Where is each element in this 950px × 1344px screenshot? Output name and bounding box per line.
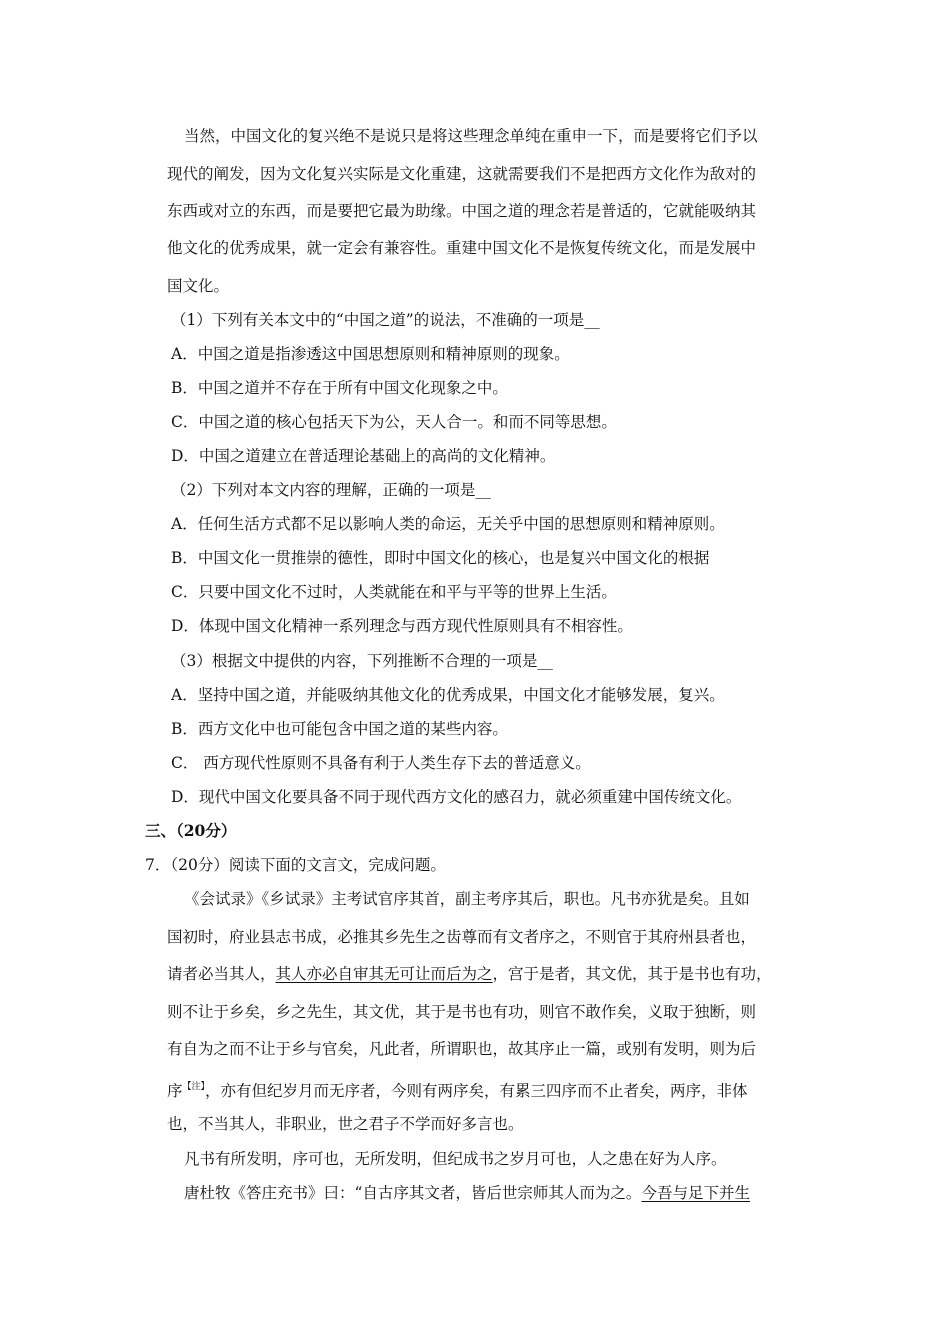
passage-line: 国文化。 xyxy=(167,277,230,295)
question-2-option-b: B．中国文化一贯推崇的德性，即时中国文化的核心，也是复兴中国文化的根据 xyxy=(171,549,710,567)
classical-line: 也，不当其人，非职业，世之君子不学而好多言也。 xyxy=(167,1115,524,1133)
classical-text: 请者必当其人， xyxy=(167,965,276,983)
underlined-sentence: 今吾与足下并生 xyxy=(641,1184,750,1202)
classical-text: ，亦有但纪岁月而无序者，今则有两序矣，有累三四序而不止者矣，两序，非体 xyxy=(205,1082,748,1100)
passage-line: 东西或对立的东西，而是要把它最为助缘。中国之道的理念若是普适的，它就能吸纳其 xyxy=(167,202,757,220)
classical-line: 国初时，府业县志书成，必推其乡先生之齿尊而有文者序之，不则官于其府州县者也， xyxy=(167,928,757,946)
question-1-option-d: D．中国之道建立在普适理论基础上的高尚的文化精神。 xyxy=(171,447,556,465)
question-2-stem: （2）下列对本文内容的理解，正确的一项是__ xyxy=(171,481,491,499)
classical-line: 《会试录》《乡试录》主考试官序其首，副主考序其后，职也。凡书亦犹是矣。且如 xyxy=(184,890,750,908)
classical-line: 则不让于乡矣，乡之先生，其文优，其于是书也有功，则官不敢作矣，义取于独断，则 xyxy=(167,1003,757,1021)
underlined-sentence: 其人亦必自审其无可让而后为之 xyxy=(275,965,493,983)
question-2-option-d: D．体现中国文化精神一系列理念与西方现代性原则具有不相容性。 xyxy=(171,617,633,635)
question-3-option-c: C． 西方现代性原则不具备有利于人类生存下去的普适意义。 xyxy=(171,754,591,772)
question-3-option-b: B．西方文化中也可能包含中国之道的某些内容。 xyxy=(171,720,508,738)
footnote-marker: 【注】 xyxy=(182,1082,206,1092)
passage-line: 现代的阐发，因为文化复兴实际是文化重建，这就需要我们不是把西方文化作为敌对的 xyxy=(167,165,757,183)
question-1-option-c: C．中国之道的核心包括天下为公，天人合一。和而不同等思想。 xyxy=(171,413,617,431)
section-heading: 三、（20分） xyxy=(145,821,237,840)
classical-paragraph: 凡书有所发明，序可也，无所发明，但纪成书之岁月可也，人之患在好为人序。 xyxy=(184,1150,727,1168)
passage-line: 他文化的优秀成果，就一定会有兼容性。重建中国文化不是恢复传统文化，而是发展中 xyxy=(167,239,757,257)
question-1-option-b: B．中国之道并不存在于所有中国文化现象之中。 xyxy=(171,379,508,397)
question-3-stem: （3）根据文中提供的内容，下列推断不合理的一项是__ xyxy=(171,652,553,670)
classical-line xyxy=(167,963,772,985)
classical-line xyxy=(167,1076,748,1102)
question-1-stem: （1）下列有关本文中的“中国之道”的说法，不准确的一项是__ xyxy=(171,311,600,329)
question-7-stem: 7．（20分）阅读下面的文言文，完成问题。 xyxy=(145,856,446,874)
classical-text: ，宫于是者，其文优，其于是书也有功， xyxy=(492,965,772,983)
question-2-option-c: C．只要中国文化不过时，人类就能在和平与平等的世界上生活。 xyxy=(171,583,617,601)
passage-line: 当然，中国文化的复兴绝不是说只是将这些理念单纯在重申一下，而是要将它们予以 xyxy=(184,127,758,145)
question-3-option-a: A．坚持中国之道，并能吸纳其他文化的优秀成果，中国文化才能够发展，复兴。 xyxy=(171,686,725,704)
classical-line: 有自为之而不让于乡与官矣，凡此者，所谓职也，故其序止一篇，或别有发明，则为后 xyxy=(167,1040,757,1058)
classical-text: 唐杜牧《答庄充书》曰：“自古序其文者，皆后世宗师其人而为之。 xyxy=(184,1184,642,1202)
question-2-option-a: A．任何生活方式都不足以影响人类的命运，无关乎中国的思想原则和精神原则。 xyxy=(171,515,725,533)
question-1-option-a: A．中国之道是指渗透这中国思想原则和精神原则的现象。 xyxy=(171,345,570,363)
classical-text: 序 xyxy=(167,1082,183,1100)
classical-paragraph xyxy=(184,1182,750,1204)
question-3-option-d: D．现代中国文化要具备不同于现代西方文化的感召力，就必须重建中国传统文化。 xyxy=(171,788,742,806)
